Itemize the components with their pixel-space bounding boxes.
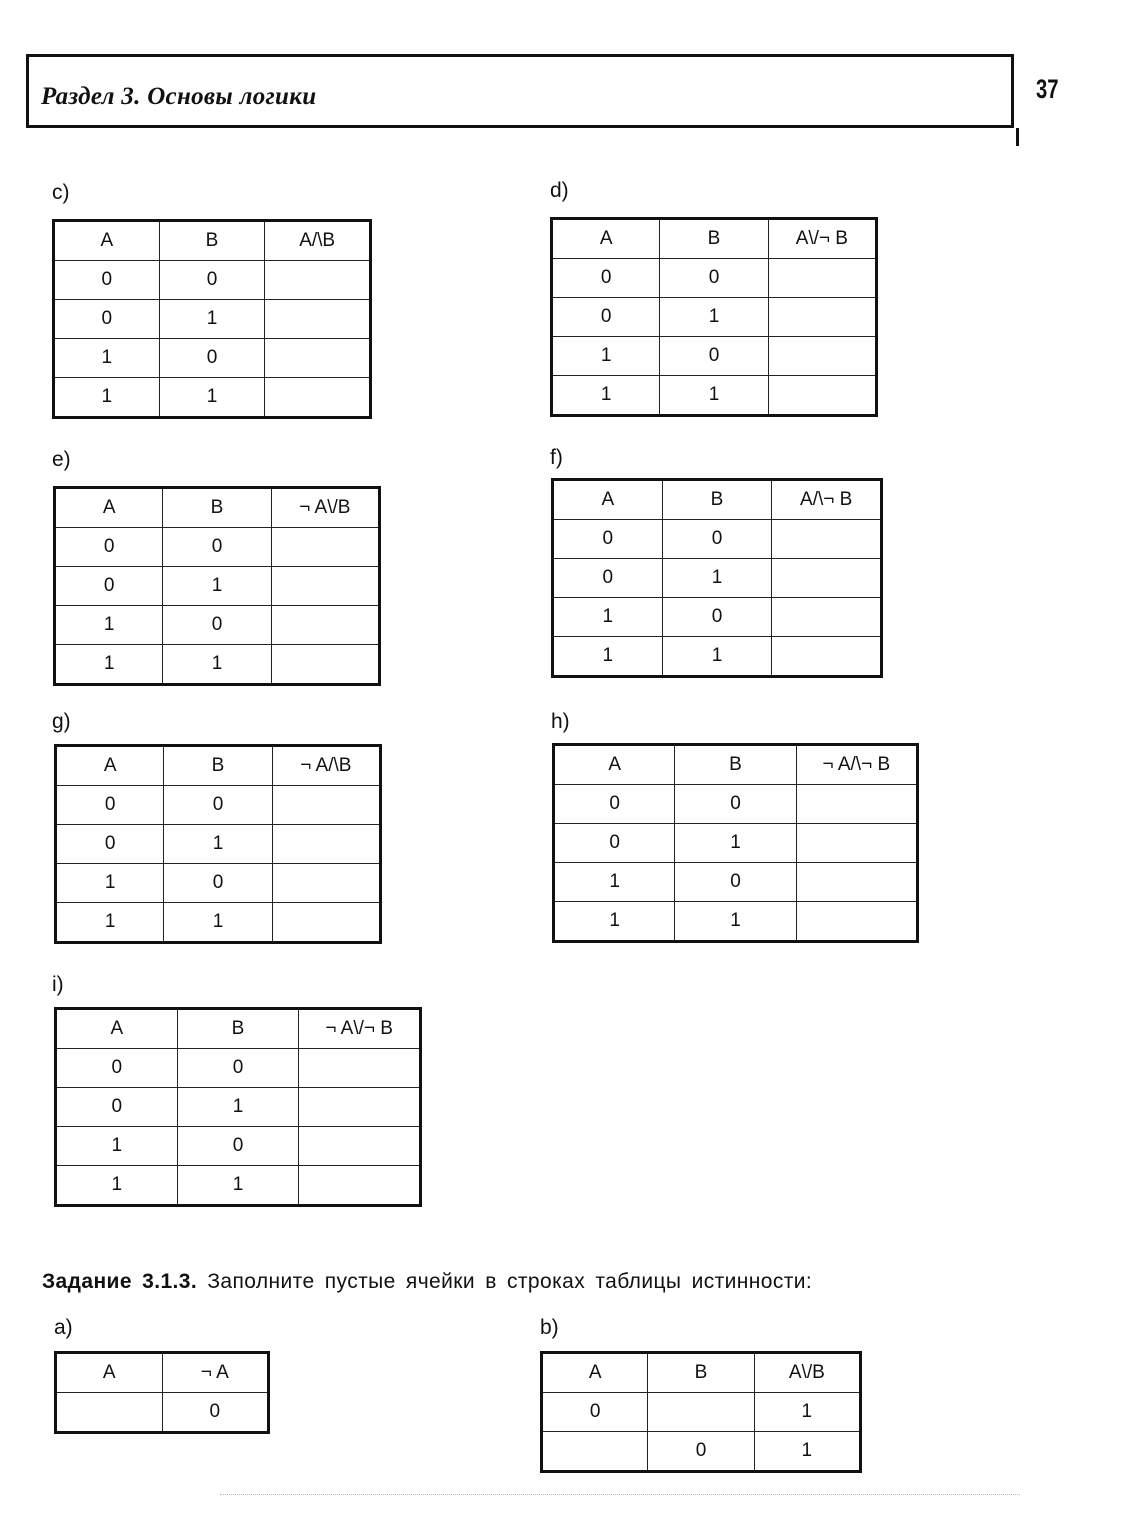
table-label-d: d) [550,179,569,202]
answer-cell[interactable] [796,824,917,863]
truth-table-f [551,478,883,678]
cell-b: 1 [675,902,796,942]
answer-cell[interactable] [772,637,882,677]
header-cell-b: B [159,221,265,261]
truth-table-d [550,217,878,417]
cell-a: 1 [552,376,660,416]
answer-cell[interactable] [772,520,882,559]
table-row [56,1127,421,1166]
answer-cell[interactable] [299,1049,421,1088]
cell-a: 1 [552,337,660,376]
cell-b: 0 [648,1432,754,1472]
header-cell-a: A [553,480,663,520]
table-row [56,825,381,864]
cell-a: 0 [54,261,160,300]
cell-a: 1 [54,378,160,418]
truth-table-c [52,219,372,419]
table-header-row [56,1009,421,1049]
cell-a: 0 [542,1393,648,1432]
table-row [55,606,380,645]
table-header-row [56,1353,269,1393]
table-row [55,645,380,685]
cell-b: 1 [177,1088,299,1127]
task-number: Задание 3.1.3. [42,1270,198,1293]
cell-b: 0 [164,786,272,825]
answer-cell[interactable] [796,785,917,824]
answer-cell[interactable] [265,339,371,378]
table-label-h: h) [551,710,570,733]
answer-cell[interactable] [299,1088,421,1127]
cell-b: 0 [662,520,772,559]
table-label-f: f) [550,446,563,469]
cell-a: 0 [55,528,163,567]
table-row [552,337,877,376]
answer-cell[interactable] [271,606,379,645]
header-cell-b: B [675,745,796,785]
answer-cell[interactable] [56,1393,163,1433]
table-header-row [554,745,918,785]
cell-b: 0 [159,339,265,378]
header-cell-b: B [163,488,271,528]
cell-b: 0 [163,606,271,645]
cell-b: 0 [675,785,796,824]
table-row [55,567,380,606]
answer-cell[interactable] [272,786,380,825]
table-header-row [552,219,877,259]
table-row [542,1393,861,1432]
task-truth-table-b [540,1351,862,1473]
cell-a: 0 [56,1049,178,1088]
answer-cell[interactable] [768,259,876,298]
cell-b: 0 [660,337,768,376]
cell-b: 1 [163,645,271,685]
table-row [553,637,882,677]
cell-b: 1 [662,559,772,598]
cell-a: 1 [55,645,163,685]
header-cell-b: B [662,480,772,520]
cell-b: 1 [163,567,271,606]
table-header-row [54,221,371,261]
cell-b: 0 [675,863,796,902]
cell-a: 0 [56,1088,178,1127]
answer-cell[interactable] [772,598,882,637]
cell-a: 0 [56,786,164,825]
table-row [56,1166,421,1206]
answer-cell[interactable] [271,645,379,685]
table-row [553,559,882,598]
table-row [56,864,381,903]
table-row [54,261,371,300]
header-cell-b: B [164,746,272,786]
cell-b: 1 [660,376,768,416]
cell-a: 1 [553,637,663,677]
table-row [553,520,882,559]
header-cell-not-a: ¬ A [162,1353,269,1393]
cell-b: 0 [662,598,772,637]
truth-table-e [53,486,381,686]
cell-a: 1 [56,903,164,943]
task-table-label-a: a) [54,1316,73,1339]
table-row [54,339,371,378]
answer-cell[interactable] [265,300,371,339]
table-row [56,1049,421,1088]
table-label-g: g) [52,710,71,733]
cell-a: 0 [553,559,663,598]
cell-b: 0 [163,528,271,567]
header-edge-line [1016,128,1019,146]
answer-cell[interactable] [648,1393,754,1432]
table-row [552,298,877,337]
cell-a: 1 [55,606,163,645]
cell-result: 1 [754,1393,860,1432]
table-row [55,528,380,567]
table-row [56,1393,269,1433]
table-row [54,300,371,339]
header-cell-a: A [552,219,660,259]
table-label-e: e) [52,448,71,471]
task-truth-table-a [54,1351,270,1434]
table-row [542,1432,861,1472]
answer-cell[interactable] [542,1432,648,1472]
table-header-row [55,488,380,528]
cell-b: 0 [177,1049,299,1088]
answer-cell[interactable] [272,903,380,943]
answer-cell[interactable] [796,902,917,942]
header-cell-expression: ¬ A\/B [271,488,379,528]
answer-cell[interactable] [768,376,876,416]
cell-a: 1 [554,863,675,902]
table-row [554,863,918,902]
header-cell-a: A [54,221,160,261]
cell-b: 1 [164,903,272,943]
cell-b: 1 [675,824,796,863]
cell-b: 1 [164,825,272,864]
table-row [552,259,877,298]
table-row [553,598,882,637]
table-header-row [542,1353,861,1393]
cell-a: 1 [56,864,164,903]
table-row [554,785,918,824]
cell-b: 0 [164,864,272,903]
cell-b: 1 [660,298,768,337]
answer-cell[interactable] [272,864,380,903]
answer-cell[interactable] [265,261,371,300]
table-row [554,902,918,942]
cell-a: 0 [553,520,663,559]
header-cell-b: B [660,219,768,259]
cell-b: 0 [660,259,768,298]
page-bottom-smudge [220,1494,1020,1501]
answer-cell[interactable] [299,1166,421,1206]
cell-a: 0 [55,567,163,606]
table-row [56,1088,421,1127]
truth-table-h [552,743,919,943]
header-cell-expression: A/\¬ B [772,480,882,520]
cell-b: 1 [662,637,772,677]
header-cell-a: A [542,1353,648,1393]
cell-a: 1 [56,1127,178,1166]
task-text: Заполните пустые ячейки в строках таблицы истинности: [207,1270,813,1293]
header-cell-a: A [55,488,163,528]
truth-table-i [54,1007,422,1207]
table-header-row [553,480,882,520]
answer-cell[interactable] [772,559,882,598]
table-row [56,903,381,943]
answer-cell[interactable] [271,567,379,606]
cell-result: 1 [754,1432,860,1472]
cell-a: 0 [56,825,164,864]
answer-cell[interactable] [271,528,379,567]
section-header [26,54,1014,128]
cell-a: 1 [554,902,675,942]
header-cell-b: B [177,1009,299,1049]
table-header-row [56,746,381,786]
page-number: 37 [1036,74,1059,104]
task-statement [42,1270,812,1294]
header-cell-expression: ¬ A/\B [272,746,380,786]
header-cell-a: A [56,746,164,786]
cell-a: 0 [54,300,160,339]
cell-not-a: 0 [162,1393,269,1433]
cell-b: 0 [177,1127,299,1166]
cell-a: 0 [554,824,675,863]
table-row [552,376,877,416]
cell-b: 1 [159,300,265,339]
cell-a: 0 [552,298,660,337]
table-label-c: c) [52,181,70,204]
task-table-label-b: b) [540,1316,559,1339]
cell-b: 1 [159,378,265,418]
table-row [54,378,371,418]
header-cell-expression: ¬ A/\¬ B [796,745,917,785]
cell-a: 0 [554,785,675,824]
truth-table-g [54,744,382,944]
header-cell-expression: A\/B [754,1353,860,1393]
header-cell-expression: ¬ A\/¬ B [299,1009,421,1049]
header-cell-b: B [648,1353,754,1393]
cell-b: 0 [159,261,265,300]
cell-a: 1 [553,598,663,637]
cell-a: 1 [54,339,160,378]
header-cell-expression: A\/¬ B [768,219,876,259]
answer-cell[interactable] [768,337,876,376]
answer-cell[interactable] [768,298,876,337]
header-cell-a: A [56,1353,163,1393]
cell-a: 0 [552,259,660,298]
cell-a: 1 [56,1166,178,1206]
cell-b: 1 [177,1166,299,1206]
table-label-i: i) [52,973,64,996]
header-cell-a: A [56,1009,178,1049]
table-row [554,824,918,863]
section-title: Раздел 3. Основы логики [41,83,317,110]
answer-cell[interactable] [265,378,371,418]
header-cell-expression: A/\B [265,221,371,261]
answer-cell[interactable] [272,825,380,864]
header-cell-a: A [554,745,675,785]
answer-cell[interactable] [299,1127,421,1166]
table-row [56,786,381,825]
answer-cell[interactable] [796,863,917,902]
